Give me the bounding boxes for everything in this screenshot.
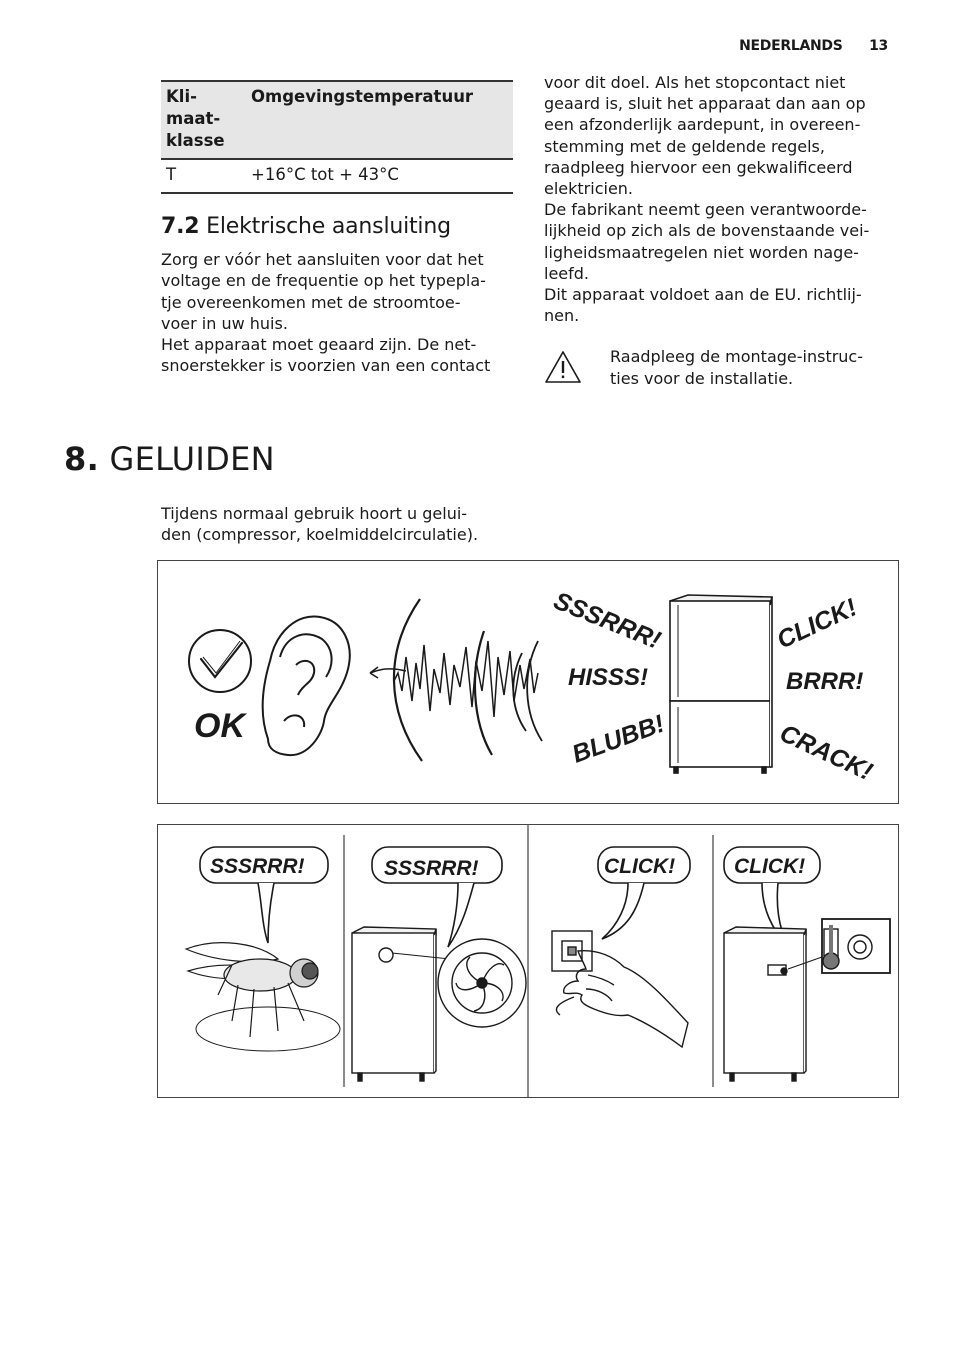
- header-language: NEDERLANDS: [739, 38, 843, 54]
- body-line: raadpleeg hiervoor een gekwalificeerd: [544, 157, 853, 177]
- body-line: een afzonderlijk aardepunt, in overeen-: [544, 115, 861, 135]
- section-8-intro: [161, 503, 511, 546]
- body-line: stemming met de geldende regels,: [544, 136, 825, 156]
- page-header: [739, 38, 888, 54]
- table-cell: T: [166, 165, 177, 184]
- warning-line: Raadpleeg de montage-instruc-: [610, 347, 863, 367]
- table-cell: +16°C tot + 43°C: [251, 165, 399, 184]
- section-7-2-heading: [161, 216, 513, 237]
- sound-label-brrr: BRRR!: [786, 668, 864, 695]
- table-row: [161, 159, 513, 193]
- body-line: tje overeenkomen met de stroomtoe-: [161, 292, 461, 312]
- body-line: De fabrikant neemt geen verantwoorde-: [544, 200, 867, 220]
- sound-label-crack: CRACK!: [775, 719, 877, 787]
- bubble-label-click: CLICK!: [604, 855, 676, 878]
- fridge-thermostat-icon: [724, 919, 890, 1081]
- fridge-icon: [670, 595, 772, 773]
- body-line: nen.: [544, 306, 580, 326]
- body-line: snoerstekker is voorzien van een contact: [161, 356, 491, 376]
- section-title: GELUIDEN: [109, 440, 275, 478]
- body-line: ligheidsmaatregelen niet worden nage-: [544, 242, 859, 262]
- ok-label: OK: [194, 707, 245, 745]
- section-8-heading: [64, 440, 275, 478]
- fridge-fan-icon: [352, 927, 526, 1081]
- table-header-cell: Kli- maat- klasse: [161, 81, 246, 159]
- body-line: voltage en de frequentie op het typepla-: [161, 271, 486, 291]
- right-column: [544, 72, 894, 389]
- bubble-label-click: CLICK!: [734, 855, 806, 878]
- bubble-label-sssrrr: SSSRRR!: [384, 857, 479, 880]
- sound-label-click: CLICK!: [772, 593, 862, 655]
- climate-class-table: [161, 80, 513, 194]
- sound-label-hisss: HISSS!: [568, 664, 649, 691]
- warning-triangle-icon: [544, 350, 582, 384]
- body-line: voor dit doel. Als het stopcontact niet: [544, 73, 846, 92]
- warning-note: [544, 346, 894, 388]
- sound-wave-icon: [394, 599, 542, 761]
- section-number: 7.2: [161, 214, 200, 239]
- section-number: 8.: [64, 440, 100, 478]
- section-title: Elektrische aansluiting: [206, 214, 451, 239]
- page-number: 13: [869, 38, 888, 54]
- warning-line: ties voor de installatie.: [610, 368, 794, 388]
- body-line: Dit apparaat voldoet aan de EU. richtlij-: [544, 285, 862, 305]
- body-line: leefd.: [544, 263, 590, 283]
- table-header-cell: Omgevingstemperatuur: [246, 81, 513, 159]
- left-column: [161, 80, 513, 376]
- warning-text: [610, 346, 863, 388]
- ear-icon: [263, 616, 350, 755]
- body-line: Tijdens normaal gebruik hoort u gelui-: [161, 504, 468, 523]
- body-line: Het apparaat moet geaard zijn. De net-: [161, 335, 477, 355]
- body-line: lijkheid op zich als de bovenstaande vei-: [544, 221, 870, 241]
- body-line: geaard is, sluit het apparaat dan aan op: [544, 94, 866, 114]
- ok-checkmark-icon: [189, 630, 251, 692]
- body-line: den (compressor, koelmiddelcirculatie).: [161, 525, 479, 545]
- fly-icon: [186, 943, 340, 1051]
- sounds-overview-illustration: [157, 560, 899, 804]
- body-line: voer in uw huis.: [161, 313, 288, 333]
- body-line: Zorg er vóór het aansluiten voor dat het: [161, 250, 484, 270]
- bubble-label-sssrrr: SSSRRR!: [210, 855, 305, 878]
- body-line: elektricien.: [544, 179, 634, 199]
- sound-label-blubb: BLUBB!: [568, 709, 669, 769]
- table-header-row: [161, 81, 513, 159]
- sound-label-sssrrr: SSSRRR!: [549, 586, 665, 655]
- sound-sources-illustration: [157, 824, 899, 1098]
